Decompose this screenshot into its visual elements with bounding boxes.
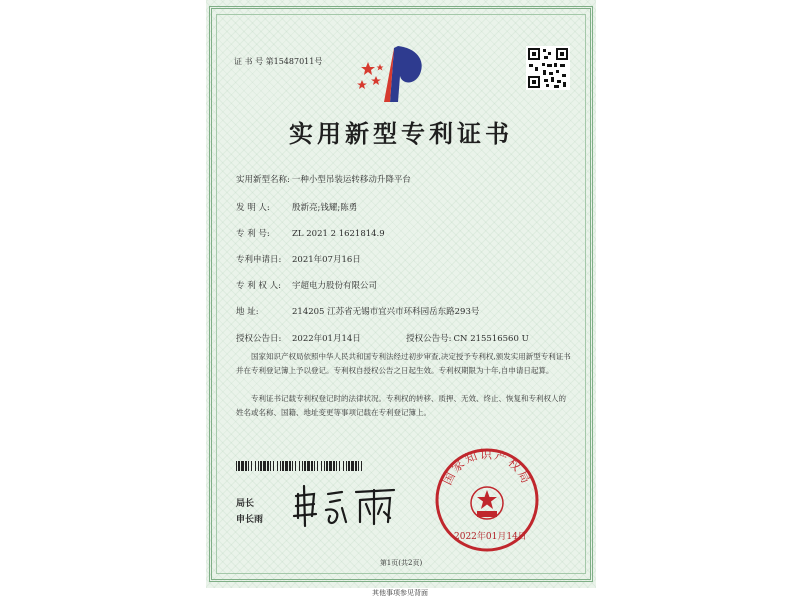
field-inventor	[236, 201, 357, 213]
director-name: 申长雨	[236, 515, 264, 525]
announcement-number-label: 授权公告号:	[406, 334, 452, 344]
field-label: 专 利 权 人:	[236, 281, 281, 291]
director-signature	[290, 482, 410, 530]
patent-certificate	[206, 0, 596, 588]
field-value: 宇超电力股份有限公司	[292, 281, 378, 291]
director-title: 局长	[236, 499, 255, 509]
legal-status-paragraph: 专利证书记载专利权登记时的法律状况。专利权的转移、质押、无效、终止、恢复和专利权人的姓名或名称、国籍、地址变更等事项记载在专利登记簿上。	[236, 394, 566, 417]
field-label: 专利申请日:	[236, 255, 282, 265]
field-utility-model-name	[236, 173, 411, 185]
field-patent-number	[236, 227, 385, 239]
certificate-number: 证 书 号 第15487011号	[234, 57, 323, 66]
qr-code-icon	[526, 46, 570, 90]
field-value: 殷新亮;钱耀;陈勇	[292, 203, 358, 213]
certificate-title: 实用新型专利证书	[289, 119, 513, 148]
seal-date: 2022年01月14日	[454, 532, 527, 542]
field-address	[236, 305, 479, 317]
field-label: 专 利 号:	[236, 229, 270, 239]
page-number: 第1页(共2页)	[379, 559, 423, 567]
cnipa-logo-icon	[354, 40, 434, 110]
barcode-icon	[236, 461, 366, 471]
announcement-number: CN 215516560 U	[453, 334, 529, 344]
announcement-date: 2022年01月14日	[292, 334, 361, 344]
field-value: ZL 2021 2 1621814.9	[292, 229, 385, 239]
footer-note: 其他事项参见背面	[372, 589, 428, 597]
field-value: 2021年07月16日	[292, 255, 361, 265]
grant-statement-paragraph: 国家知识产权局依照中华人民共和国专利法经过初步审查,决定授予专利权,颁发实用新型专利证书并在专利登记簿上予以登记。专利权自授权公告之日起生效。专利权期限为十年,自申请日起算。	[236, 352, 571, 375]
field-announcement	[236, 332, 529, 344]
announcement-date-label: 授权公告日:	[236, 334, 282, 344]
field-application-date	[236, 253, 361, 265]
field-label: 地 址:	[236, 307, 259, 317]
field-label: 发 明 人:	[236, 203, 270, 213]
svg-text:国家知识产权局	[440, 447, 534, 487]
field-value: 214205 江苏省无锡市宜兴市环科园岳东路293号	[292, 307, 480, 317]
field-value: 一种小型吊装运转移动升降平台	[291, 175, 411, 185]
field-patentee	[236, 279, 377, 291]
field-label: 实用新型名称:	[236, 175, 290, 185]
seal-text: 国家知识产权局	[440, 447, 534, 488]
